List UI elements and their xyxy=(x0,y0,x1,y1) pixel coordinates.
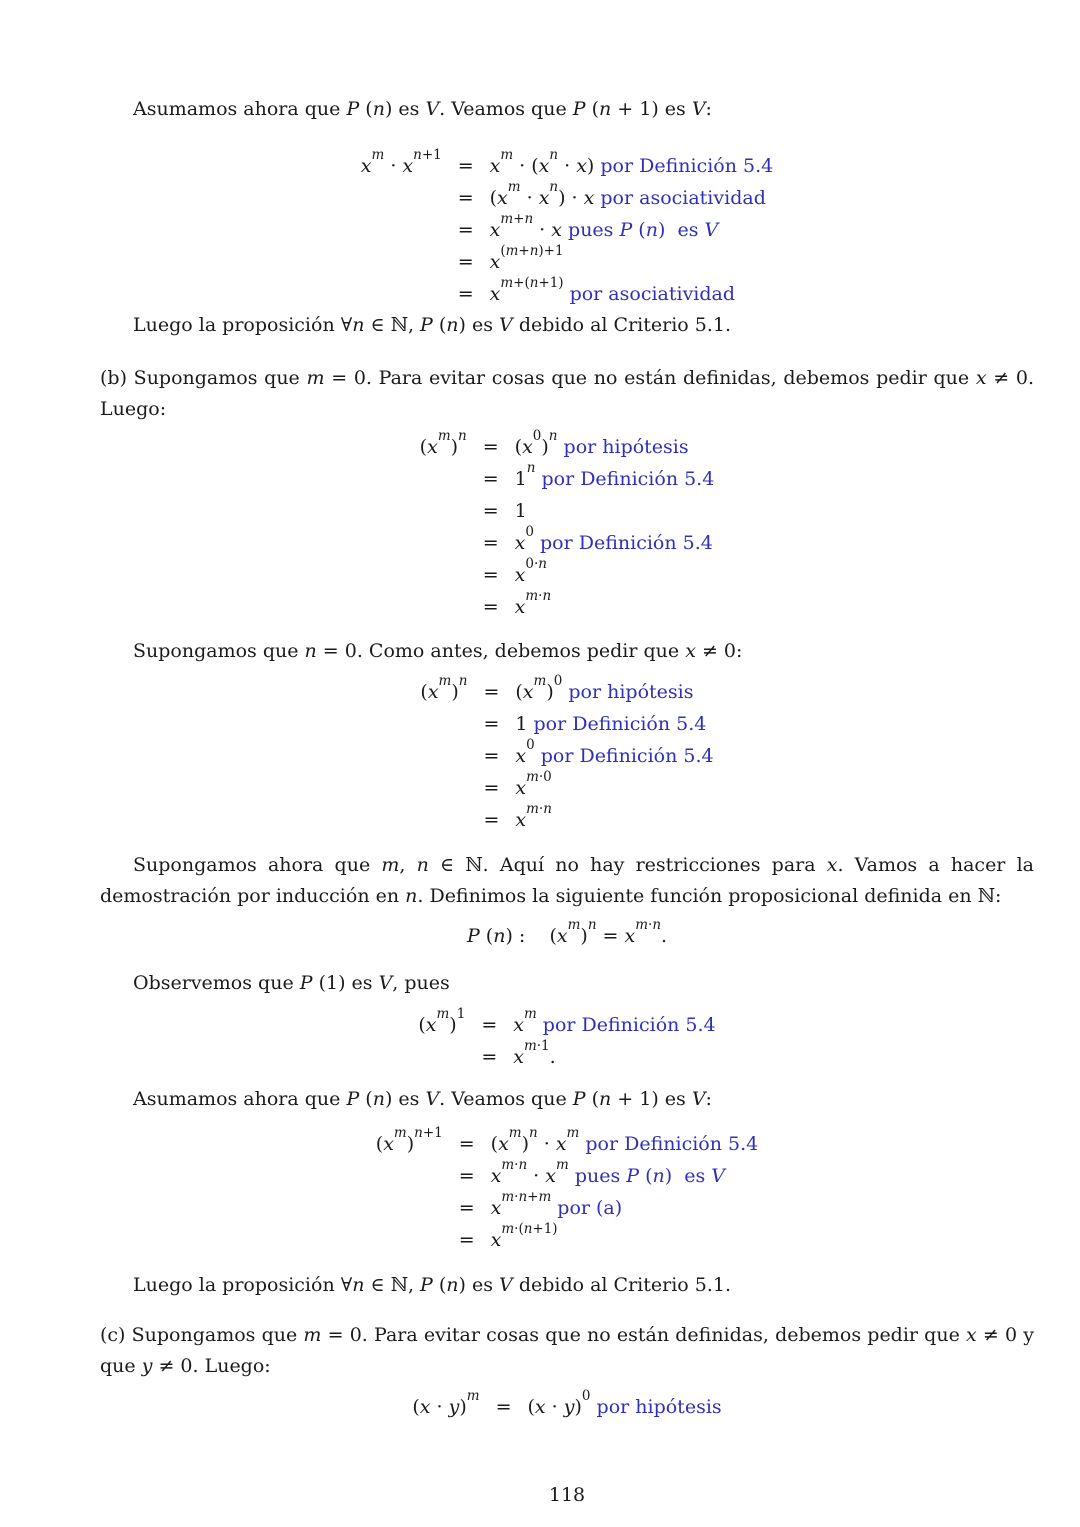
equation-rhs: $x^m$ por Definición 5.4 xyxy=(513,1005,716,1036)
equals-sign: = xyxy=(458,1197,475,1219)
equation-lhs xyxy=(420,772,467,804)
equation-rhs: $(x \cdot y)^0$ por hipótesis xyxy=(527,1387,722,1418)
equation-lhs: $(x^m)^{n+1}$ xyxy=(375,1124,443,1155)
equation-lhs xyxy=(420,495,467,527)
equals-sign: = xyxy=(482,436,499,458)
equals-sign: = xyxy=(481,1046,498,1068)
equals-sign: = xyxy=(482,564,499,586)
paragraph-conclusion-1: Luego la proposición ∀n ∈ ℕ, P (n) es V debido al Criterio 5.1. xyxy=(133,314,732,336)
justification-note: por hipótesis xyxy=(563,436,689,458)
equation-rhs: 1 xyxy=(514,500,527,522)
equation-lhs xyxy=(361,246,442,278)
justification-note: por Definición 5.4 xyxy=(540,745,714,767)
equation-line xyxy=(420,495,715,527)
equation-line xyxy=(361,178,773,214)
equation-lhs: $(x^m)^1$ xyxy=(418,1005,466,1036)
equation-block-power-step xyxy=(375,1124,759,1256)
equals-sign: = xyxy=(457,283,474,305)
equation-line xyxy=(376,1220,758,1256)
equation-rhs: $x^{m+n} \cdot x$ pues P (n) es V xyxy=(489,210,719,241)
equals-sign: = xyxy=(457,219,474,241)
equation-rhs: $x^{m\cdot n+m}$ por (a) xyxy=(490,1188,623,1219)
equation-line xyxy=(420,768,713,804)
paragraph-item-b: (b) Supongamos que m = 0. Para evitar cosas que no están definidas, debemos pedir que x ≠ 0. Luego: xyxy=(100,367,1034,420)
equation-lhs xyxy=(420,708,467,740)
equation-lhs xyxy=(376,1224,443,1256)
equation-line xyxy=(360,146,774,182)
paragraph-suppose-n-zero: Supongamos que n = 0. Como antes, debemos pedir que x ≠ 0: xyxy=(133,640,743,662)
equation-rhs: $x^{(m+n)+1}$ xyxy=(489,242,564,273)
equals-sign: = xyxy=(457,187,474,209)
justification-note: por (a) xyxy=(557,1197,623,1219)
equals-sign: = xyxy=(482,596,499,618)
equation-lhs xyxy=(420,740,467,772)
paragraph-item-c: (c) Supongamos que m = 0. Para evitar cosas que no están definidas, debemos pedir que x ≠ 0 y que y ≠ 0. Luego: xyxy=(100,1324,1034,1377)
equation-rhs: $(x^m)^n \cdot x^m$ por Definición 5.4 xyxy=(490,1124,759,1155)
justification-note: por Definición 5.4 xyxy=(541,468,715,490)
equation-lhs xyxy=(418,1041,465,1073)
equation-rhs: $x^{m\cdot(n+1)}$ xyxy=(490,1220,558,1251)
equation-block-power-zero-n xyxy=(420,672,714,836)
equation-lhs xyxy=(420,463,467,495)
equals-sign: = xyxy=(483,745,500,767)
equals-sign: = xyxy=(458,1133,475,1155)
equation-rhs: $(x^m)^0$ por hipótesis xyxy=(515,672,694,703)
paragraph-suppose-mn-natural: Supongamos ahora que m, n ∈ ℕ. Aquí no hay restricciones para x. Vamos a hacer la demostración por inducción en n. Definimos la siguiente función proposicional definida en ℕ: xyxy=(100,854,1034,907)
equation-rhs: $(x^0)^n$ por hipótesis xyxy=(514,427,689,458)
equals-sign: = xyxy=(482,532,499,554)
equation-lhs xyxy=(361,182,442,214)
equation-line xyxy=(361,242,773,278)
justification-note: por Definición 5.4 xyxy=(533,713,707,735)
equation-rhs: $x^{m\cdot 0}$ xyxy=(515,768,552,799)
justification-note: por Definición 5.4 xyxy=(600,155,774,177)
equation-rhs: $x^{m\cdot n}$ xyxy=(515,800,552,831)
equals-sign: = xyxy=(481,1014,498,1036)
equals-sign: = xyxy=(495,1396,512,1418)
equals-sign: = xyxy=(482,468,499,490)
equation-line xyxy=(420,708,713,740)
equation-lhs xyxy=(420,804,467,836)
equation-rhs: $x^0$ por Definición 5.4 xyxy=(514,523,713,554)
equation-lhs xyxy=(420,591,467,623)
equation-line xyxy=(418,1037,715,1073)
equation-block-power-sum xyxy=(360,146,774,310)
equation-lhs xyxy=(376,1192,443,1224)
equals-sign: = xyxy=(457,251,474,273)
equals-sign: = xyxy=(483,809,500,831)
equation-line xyxy=(418,1005,716,1041)
equation-rhs: $x^{m\cdot n} \cdot x^m$ pues P (n) es V xyxy=(490,1156,726,1187)
equals-sign: = xyxy=(457,155,474,177)
justification-note: por Definición 5.4 xyxy=(542,1014,716,1036)
equation-lhs: $(x^m)^n$ xyxy=(420,672,468,703)
equals-sign: = xyxy=(458,1165,475,1187)
equation-rhs: $x^0$ por Definición 5.4 xyxy=(515,736,714,767)
equation-line xyxy=(361,274,773,310)
justification-note: pues P (n) es V xyxy=(574,1165,726,1187)
equation-line xyxy=(420,587,715,623)
page-number: 118 xyxy=(548,1484,586,1506)
justification-note: por asociatividad xyxy=(569,283,736,305)
equation-lhs: $x^m \cdot x^{n+1}$ xyxy=(360,146,442,177)
equation-lhs: $(x^m)^n$ xyxy=(419,427,467,458)
equation-line xyxy=(420,736,714,772)
equation-line xyxy=(376,1188,758,1224)
equation-rhs: 1$^n$ por Definición 5.4 xyxy=(514,459,715,490)
equation-line xyxy=(420,672,713,708)
justification-note: por asociatividad xyxy=(600,187,766,209)
equation-line xyxy=(412,1387,722,1423)
equals-sign: = xyxy=(458,1229,475,1251)
paragraph-assume-induction-2: Asumamos ahora que P (n) es V. Veamos que P (n + 1) es V: xyxy=(133,1088,712,1110)
equals-sign: = xyxy=(483,681,500,703)
equation-line xyxy=(361,210,773,246)
equation-line xyxy=(376,1156,758,1192)
equals-sign: = xyxy=(483,777,500,799)
paragraph-observe-base-case: Observemos que P (1) es V, pues xyxy=(133,972,450,994)
equation-proposition-definition: P (n) : $(x^m)^n = x^{m\cdot n}$. xyxy=(466,916,668,947)
equation-line xyxy=(420,523,715,559)
equation-lhs xyxy=(361,278,442,310)
equation-block-power-one xyxy=(418,1005,716,1073)
equation-lhs xyxy=(420,559,467,591)
equation-line xyxy=(420,459,715,495)
justification-note: por hipótesis xyxy=(568,681,694,703)
justification-note: por Definición 5.4 xyxy=(585,1133,759,1155)
justification-note: pues P (n) es V xyxy=(568,219,719,241)
equation-line xyxy=(420,555,715,591)
equation-lhs: $(x \cdot y)^m$ xyxy=(412,1387,480,1418)
equation-rhs: $x^m \cdot (x^n \cdot x)$ por Definición 5.4 xyxy=(489,146,774,177)
justification-note: por Definición 5.4 xyxy=(540,532,713,554)
paragraph-conclusion-2: Luego la proposición ∀n ∈ ℕ, P (n) es V debido al Criterio 5.1. xyxy=(133,1274,732,1296)
equation-rhs: $x^{m\cdot n}$ xyxy=(514,587,552,618)
equation-rhs: 1 por Definición 5.4 xyxy=(515,713,707,735)
equation-lhs xyxy=(420,527,467,559)
paragraph-assume-induction-1: Asumamos ahora que P (n) es V. Veamos que P (n + 1) es V: xyxy=(133,98,712,120)
justification-note: por hipótesis xyxy=(596,1396,722,1418)
equation-line xyxy=(375,1124,759,1160)
equation-rhs: $(x^m \cdot x^n) \cdot x$ por asociatividad xyxy=(489,178,766,209)
equation-rhs: $x^{m+(n+1)}$ por asociatividad xyxy=(489,274,736,305)
equation-block-power-zero-m xyxy=(419,427,715,623)
equation-line xyxy=(420,800,713,836)
equation-rhs: $x^{m\cdot 1}$. xyxy=(513,1037,556,1068)
equals-sign: = xyxy=(483,713,500,735)
equation-rhs: $x^{0\cdot n}$ xyxy=(514,555,547,586)
equation-line xyxy=(419,427,715,463)
equation-block-product-zero xyxy=(412,1387,722,1423)
equation-lhs xyxy=(361,214,442,246)
equation-lhs xyxy=(376,1160,443,1192)
equals-sign: = xyxy=(482,500,499,522)
